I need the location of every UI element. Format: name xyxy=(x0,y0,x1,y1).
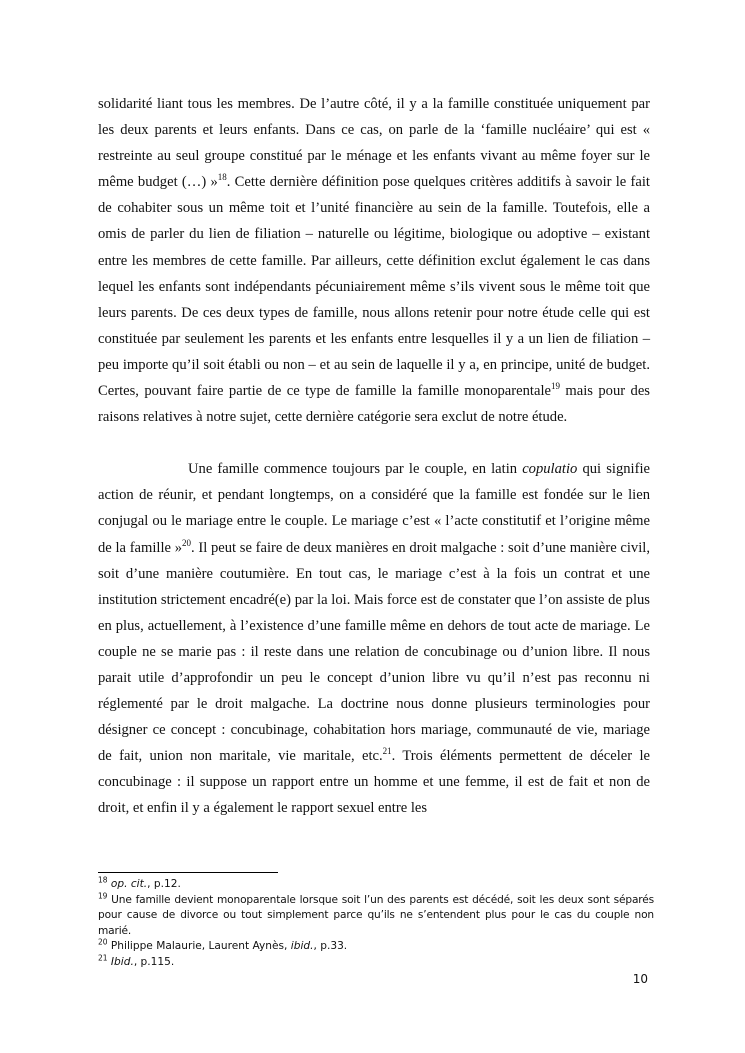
footnote-21-italic: Ibid. xyxy=(110,955,134,968)
footnote-18 xyxy=(98,877,654,893)
footnote-separator xyxy=(98,872,278,873)
paragraph-2 xyxy=(98,456,650,821)
paragraph-2-text-c: . Il peut se faire de deux manières en droit malgache : soit d’une manière civil, soit d’une manière coutumière. En tout cas, le mariage c’est à la fois un contrat et une institution strictement encadré(e) par la loi. Mais force est de constater que l’on assiste de plus en plus, actuellement, à l’existence d’une famille même en dehors de tout acte de mariage. Le couple ne se marie pas : il reste dans une relation de concubinage ou d’union libre. Il nous parait utile d’approfondir un peu le concept d’union libre vu qu’il n’est pas reconnu ni réglementé par le droit malgache. La doctrine nous donne plusieurs terminologies pour désigner ce concept : concubinage, cohabitation hors mariage, communauté de vie, mariage de fait, union non maritale, vie maritale, etc. xyxy=(98,539,650,765)
paragraph-2-text-d: . Trois éléments permettent de déceler le concubinage : il suppose un rapport entre un homme et une femme, il est de fait et non de droit, et enfin il y a également le rapport sexuel entre les xyxy=(98,748,650,817)
footnote-20-number: 20 xyxy=(98,937,108,947)
paragraph-1 xyxy=(98,91,650,430)
paragraph-2-text-a: Une famille commence toujours par le couple, en latin xyxy=(188,461,523,478)
paragraph-1-text-c: mais pour des raisons relatives à notre sujet, cette dernière catégorie sera exclut de notre étude. xyxy=(98,383,650,426)
footnote-20 xyxy=(98,939,654,955)
paragraph-2-text-b: qui signifie action de réunir, et pendant longtemps, on a considéré que la famille est fondée sur le lien conjugal ou le mariage entre le couple. Le mariage c’est « l’acte constitutif et l’origine même de la famille » xyxy=(98,461,650,556)
footnote-20-text-b: , p.33. xyxy=(313,940,348,953)
footnote-20-italic: ibid. xyxy=(290,940,314,953)
footnote-18-number: 18 xyxy=(98,875,108,885)
footnote-ref-21[interactable]: 21 xyxy=(382,746,392,757)
footnote-ref-18[interactable]: 18 xyxy=(217,172,227,183)
footnote-21-text: , p.115. xyxy=(133,955,175,968)
footnotes xyxy=(98,877,654,971)
footnote-21 xyxy=(98,955,654,971)
page-number: 10 xyxy=(632,972,648,986)
latin-term: copulatio xyxy=(522,461,578,478)
paragraph-1-text-b: . Cette dernière définition pose quelques critères additifs à savoir le fait de cohabiter sous un même toit et l’unité financière au sein de la famille. Toutefois, elle a omis de parler du lien de filiation – naturelle ou légitime, biologique ou adoptive – existant entre les membres de cette famille. Par ailleurs, cette définition exclut également le cas dans lequel les enfants sont indépendants pécuniairement même s’ils vivent sous le même toit que leurs parents. De ces deux types de famille, nous allons retenir pour notre étude celle qui est constituée par seulement les parents et les enfants entre lesquelles il y a un lien de filiation – peu importe qu’il soit établi ou non – et au sein de laquelle il y a, en principe, unité de budget. Certes, pouvant faire partie de ce type de famille la famille monoparentale xyxy=(98,174,650,400)
footnote-ref-19[interactable]: 19 xyxy=(550,381,560,392)
footnote-21-number: 21 xyxy=(98,953,108,963)
footnote-19-text: Une famille devient monoparentale lorsque soit l’un des parents est décédé, soit les deux sont séparés pour cause de divorce ou tout simplement parce qu’ils ne s’entendent plus pour le cas du couple non marié. xyxy=(98,893,655,937)
body-text xyxy=(98,91,650,822)
footnote-ref-20[interactable]: 20 xyxy=(182,537,192,548)
footnote-18-text: , p.12. xyxy=(147,878,181,890)
footnote-19-number: 19 xyxy=(98,891,108,901)
footnote-20-text-a: Philippe Malaurie, Laurent Aynès, xyxy=(110,940,291,953)
paragraph-1-text-a: solidarité liant tous les membres. De l’autre côté, il y a la famille constituée uniquement par les deux parents et leurs enfants. Dans ce cas, on parle de la ‘famille nucléaire’ qui est « restreinte au seul groupe constitué par le ménage et les enfants vivant au même foyer sur le même budget (…) » xyxy=(98,96,650,191)
footnote-18-italic: op. cit. xyxy=(110,878,148,890)
footnote-19 xyxy=(98,893,654,940)
